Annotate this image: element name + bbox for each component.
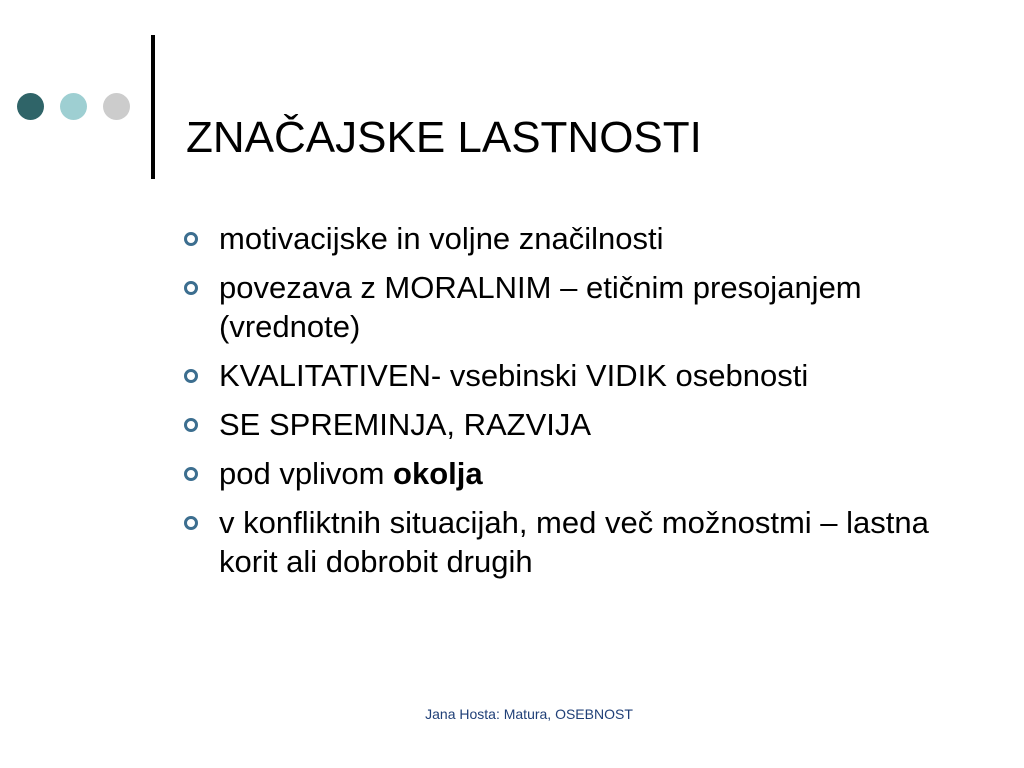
- ring-bullet-icon: [184, 467, 198, 481]
- ring-bullet-icon: [184, 232, 198, 246]
- ring-bullet-icon: [184, 369, 198, 383]
- bullet-text: v konfliktnih situacijah, med več možnostmi – lastna korit ali dobrobit drugih: [219, 505, 929, 579]
- bullet-item: [183, 454, 973, 493]
- ring-bullet-icon: [184, 281, 198, 295]
- title-divider: [151, 35, 155, 179]
- bullet-list: [183, 219, 973, 591]
- bullet-text: pod vplivom: [219, 456, 394, 491]
- bullet-item: [183, 356, 973, 395]
- bullet-item: [183, 503, 973, 581]
- slide-footer: Jana Hosta: Matura, OSEBNOST: [425, 706, 633, 722]
- bullet-item: [183, 268, 973, 346]
- slide-title: ZNAČAJSKE LASTNOSTI: [186, 113, 702, 162]
- ring-bullet-icon: [184, 418, 198, 432]
- bullet-text: motivacijske in voljne značilnosti: [219, 221, 664, 256]
- bullet-item: [183, 219, 973, 258]
- bullet-emphasis: okolja: [393, 456, 483, 491]
- gray-circle-icon: [103, 93, 130, 120]
- bullet-text: KVALITATIVEN- vsebinski VIDIK osebnosti: [219, 358, 809, 393]
- light-teal-circle-icon: [60, 93, 87, 120]
- bullet-item: [183, 405, 973, 444]
- bullet-text: SE SPREMINJA, RAZVIJA: [219, 407, 592, 442]
- dark-teal-circle-icon: [17, 93, 44, 120]
- bullet-text: povezava z MORALNIM – etičnim presojanjem (vrednote): [219, 270, 862, 344]
- ring-bullet-icon: [184, 516, 198, 530]
